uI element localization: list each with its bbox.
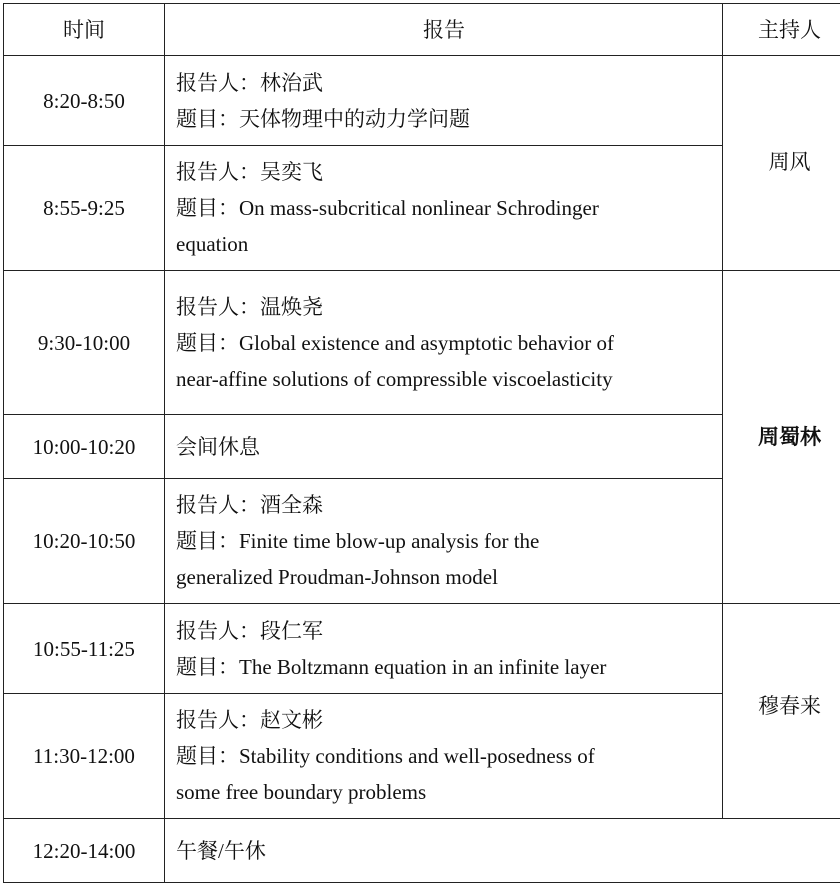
talk-title-continued: generalized Proudman-Johnson model bbox=[176, 565, 498, 589]
speaker-label: 报告人： bbox=[176, 708, 260, 732]
speaker-line bbox=[176, 613, 712, 649]
title-label: 题目： bbox=[176, 529, 239, 553]
title-label: 题目： bbox=[176, 654, 239, 679]
header-host: 主持人 bbox=[723, 4, 840, 56]
report-cell bbox=[165, 271, 723, 415]
speaker-label: 报告人： bbox=[176, 70, 260, 95]
speaker-label: 报告人： bbox=[176, 160, 260, 184]
talk-title-continued: near-affine solutions of compressible viscoelasticity bbox=[176, 366, 613, 391]
speaker-name: 段仁军 bbox=[260, 618, 323, 643]
report-cell bbox=[165, 694, 723, 819]
time-cell: 12:20-14:00 bbox=[4, 819, 165, 883]
host-cell: 周风 bbox=[723, 56, 840, 271]
speaker-line bbox=[176, 702, 712, 738]
title-label: 题目： bbox=[176, 106, 239, 131]
time-cell: 10:20-10:50 bbox=[4, 479, 165, 604]
title-line bbox=[176, 325, 712, 361]
talk-title-continued: equation bbox=[176, 232, 249, 256]
title-line bbox=[176, 101, 712, 137]
speaker-label: 报告人： bbox=[176, 618, 260, 643]
table-row bbox=[4, 819, 840, 883]
speaker-label: 报告人： bbox=[176, 294, 260, 319]
time-cell: 10:55-11:25 bbox=[4, 604, 165, 694]
talk-title: On mass-subcritical nonlinear Schrodinger bbox=[239, 196, 599, 220]
table-row bbox=[4, 415, 840, 479]
time-cell: 10:00-10:20 bbox=[4, 415, 165, 479]
talk-title: Stability conditions and well-posedness of bbox=[239, 744, 595, 768]
title-label: 题目： bbox=[176, 196, 239, 220]
host-cell: 穆春来 bbox=[723, 604, 840, 819]
table-row bbox=[4, 146, 840, 271]
title-line bbox=[176, 649, 712, 685]
speaker-name: 酒全森 bbox=[260, 493, 323, 517]
title-label: 题目： bbox=[176, 330, 239, 355]
talk-title: 天体物理中的动力学问题 bbox=[239, 106, 470, 131]
report-cell bbox=[165, 479, 723, 604]
speaker-label: 报告人： bbox=[176, 493, 260, 517]
speaker-line bbox=[176, 154, 712, 190]
report-cell: 会间休息 bbox=[165, 415, 723, 479]
time-cell: 11:30-12:00 bbox=[4, 694, 165, 819]
talk-title: Global existence and asymptotic behavior of bbox=[239, 330, 614, 355]
time-cell: 9:30-10:00 bbox=[4, 271, 165, 415]
header-time: 时间 bbox=[4, 4, 165, 56]
talk-title: Finite time blow-up analysis for the bbox=[239, 529, 540, 553]
table-row bbox=[4, 56, 840, 146]
speaker-name: 吴奕飞 bbox=[260, 160, 323, 184]
talk-title: The Boltzmann equation in an infinite layer bbox=[239, 654, 607, 679]
talk-title-continued: some free boundary problems bbox=[176, 780, 427, 804]
table-row bbox=[4, 271, 840, 415]
speaker-line bbox=[176, 487, 712, 523]
time-cell: 8:20-8:50 bbox=[4, 56, 165, 146]
time-cell: 8:55-9:25 bbox=[4, 146, 165, 271]
schedule-table bbox=[3, 3, 840, 883]
report-cell bbox=[165, 56, 723, 146]
speaker-name: 赵文彬 bbox=[260, 708, 323, 732]
host-cell: 周蜀林 bbox=[723, 271, 840, 604]
table-row bbox=[4, 694, 840, 819]
title-line bbox=[176, 190, 712, 226]
speaker-line bbox=[176, 65, 712, 101]
speaker-name: 林治武 bbox=[260, 70, 323, 95]
table-row bbox=[4, 604, 840, 694]
title-line bbox=[176, 738, 712, 774]
title-line bbox=[176, 523, 712, 559]
report-cell bbox=[165, 146, 723, 271]
header-row bbox=[4, 4, 840, 56]
speaker-line bbox=[176, 289, 712, 325]
report-cell: 午餐/午休 bbox=[165, 819, 840, 883]
table-row bbox=[4, 479, 840, 604]
title-label: 题目： bbox=[176, 744, 239, 768]
report-cell bbox=[165, 604, 723, 694]
header-report: 报告 bbox=[165, 4, 723, 56]
speaker-name: 温焕尧 bbox=[260, 294, 323, 319]
